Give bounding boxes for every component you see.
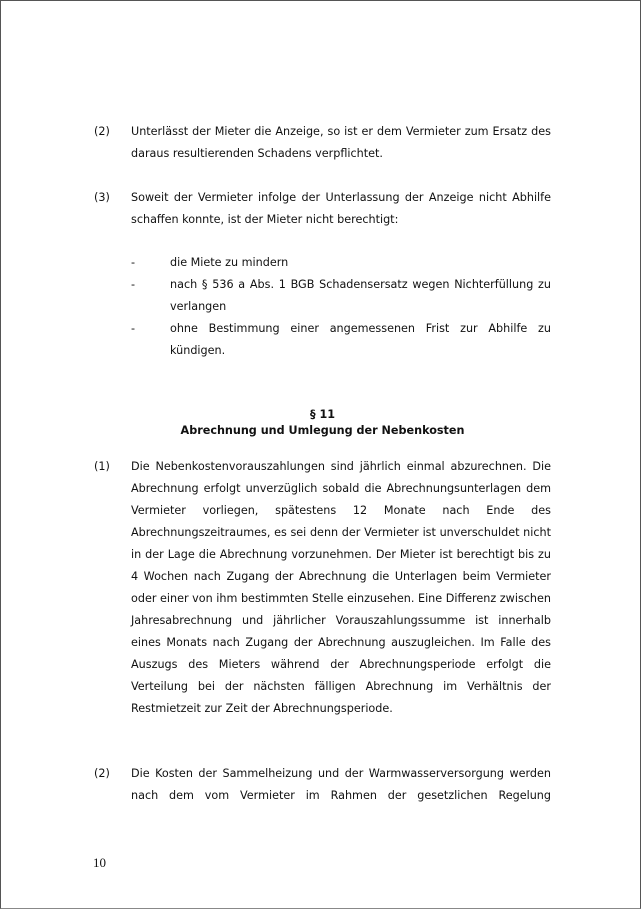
bullet-item	[131, 318, 551, 362]
bullet-dash: -	[131, 278, 136, 291]
paragraph-number: (2)	[94, 125, 110, 138]
paragraph-text: Die Nebenkostenvorauszahlungen sind jährlich einmal abzurechnen. Die Abrechnung erfolgt unverzüglich sobald die Abrechnungsunterlagen dem Vermieter vorliegen, spätestens 12 Monate nach Ende des Abrechnungszeitraumes, es sei denn der Vermieter ist unverschuldet nicht in der Lage die Abrechnung vorzunehmen. Der Mieter ist berechtigt bis zu 4 Wochen nach Zugang der Abrechnung die Unterlagen beim Vermieter oder einer von ihm bestimmten Stelle einzusehen. Eine Differenz zwischen Jahresabrechnung und jährlicher Vorauszahlungssumme ist innerhalb eines Monats nach Zugang der Abrechnung auszugleichen. Im Falle des Auszugs des Mieters während der Abrechnungsperiode erfolgt die Verteilung bei der nächsten fälligen Abrechnung im Verhältnis der Restmietzeit zur Zeit der Abrechnungsperiode.	[131, 460, 551, 715]
paragraph-number: (2)	[94, 767, 110, 780]
bullet-item	[131, 252, 551, 274]
bullet-dash: -	[131, 322, 136, 335]
section-number: § 11	[309, 408, 336, 421]
bullet-item	[131, 274, 551, 318]
section-paragraph-1	[94, 456, 551, 720]
paragraph-3	[94, 187, 551, 231]
page-number: 10	[93, 855, 106, 870]
paragraph-number: (3)	[94, 191, 110, 204]
paragraph-number: (1)	[94, 460, 110, 473]
section-title: Abrechnung und Umlegung der Nebenkosten	[180, 424, 465, 437]
section-paragraph-2	[94, 763, 551, 807]
bullet-text: nach § 536 a Abs. 1 BGB Schadensersatz wegen Nichterfüllung zu verlangen	[170, 278, 551, 313]
paragraph-text: Die Kosten der Sammelheizung und der Warmwasserversorgung werden nach dem vom Vermieter im Rahmen der gesetzlichen Regelung	[131, 767, 551, 802]
bullet-text: ohne Bestimmung einer angemessenen Frist zur Abhilfe zu kündigen.	[170, 322, 551, 357]
bullet-text: die Miete zu mindern	[170, 256, 289, 269]
paragraph-text: Unterlässt der Mieter die Anzeige, so ist er dem Vermieter zum Ersatz des daraus resultierenden Schadens verpflichtet.	[131, 125, 551, 160]
paragraph-text: Soweit der Vermieter infolge der Unterlassung der Anzeige nicht Abhilfe schaffen konnte, ist der Mieter nicht berechtigt:	[131, 191, 551, 226]
paragraph-2	[94, 121, 551, 165]
bullet-dash: -	[131, 256, 136, 269]
